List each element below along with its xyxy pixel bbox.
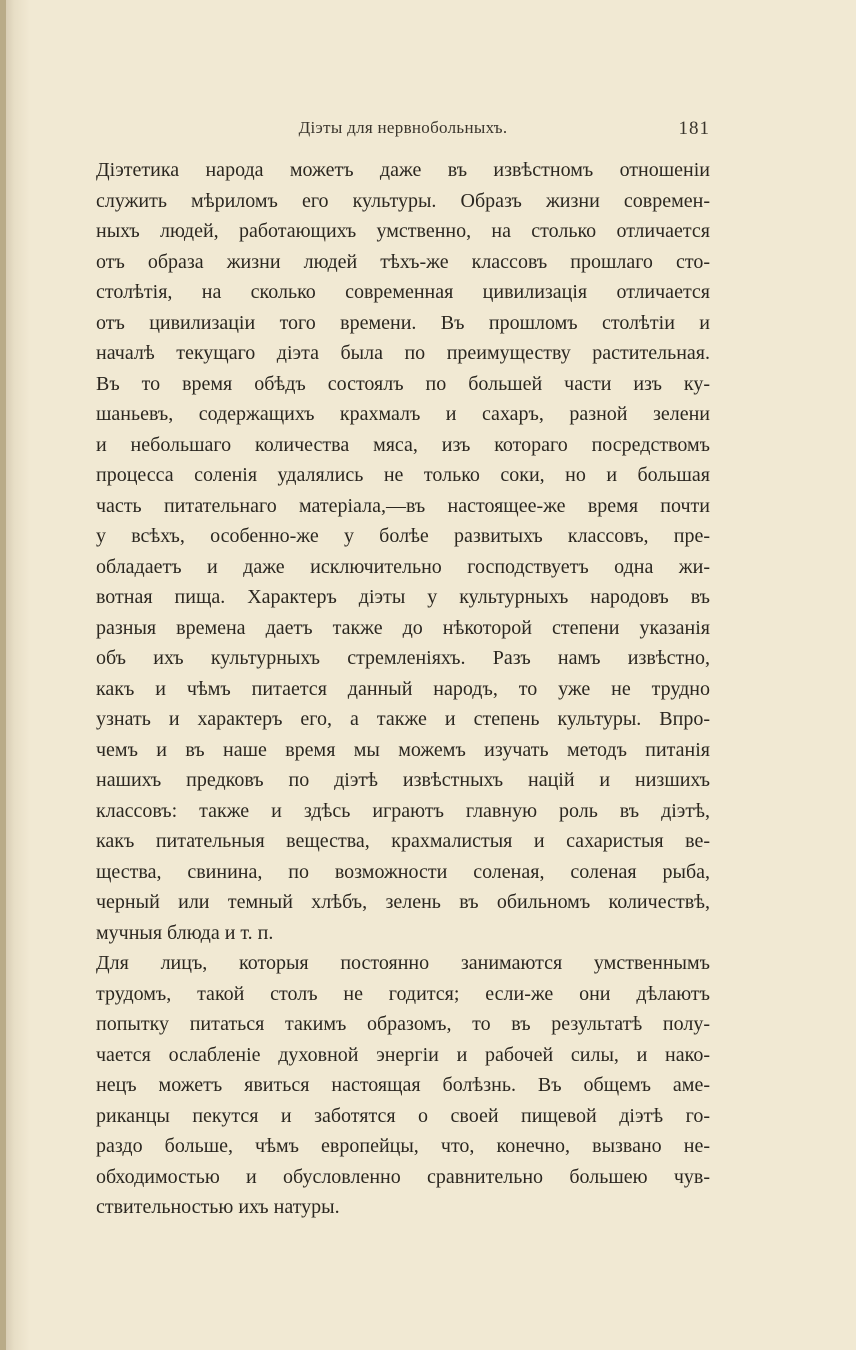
- text-line: вотная пища. Характеръ діэты у культурныхъ народовъ въ: [96, 586, 710, 608]
- text-line: попытку питаться такимъ образомъ, то въ результатѣ полу-: [96, 1013, 710, 1035]
- body-text: [96, 155, 710, 1223]
- text-line: какъ питательныя вещества, крахмалистыя и сахаристыя ве-: [96, 830, 710, 852]
- binding-edge: [0, 0, 6, 1350]
- text-line: классовъ: также и здѣсь играютъ главную роль въ діэтѣ,: [96, 799, 710, 822]
- text-line: отъ цивилизаціи того времени. Въ прошломъ столѣтіи и: [96, 311, 710, 334]
- text-line: трудомъ, такой столъ не годится; если-же они дѣлаютъ: [96, 982, 710, 1005]
- text-line: Въ то время обѣдъ состоялъ по большей части изъ ку-: [96, 372, 710, 395]
- text-line: объ ихъ культурныхъ стремленіяхъ. Разъ намъ извѣстно,: [96, 647, 710, 669]
- page-number: 181: [678, 118, 710, 139]
- text-line: отъ образа жизни людей тѣхъ-же классовъ прошлаго сто-: [96, 250, 710, 273]
- text-line: узнать и характеръ его, а также и степень культуры. Впро-: [96, 708, 710, 730]
- text-line: служить мѣриломъ его культуры. Образъ жизни современ-: [96, 189, 710, 212]
- text-line: началѣ текущаго діэта была по преимуществу растительная.: [96, 342, 710, 364]
- text-line: нецъ можетъ явиться настоящая болѣзнь. Въ общемъ аме-: [96, 1074, 710, 1096]
- text-line: обладаетъ и даже исключительно господствуетъ одна жи-: [96, 555, 710, 578]
- text-line: ныхъ людей, работающихъ умственно, на столько отличается: [96, 220, 710, 242]
- text-line: обходимостью и обусловленно сравнительно большею чув-: [96, 1165, 710, 1188]
- text-line: чемъ и въ наше время мы можемъ изучать методъ питанія: [96, 738, 710, 761]
- paragraph-1: [96, 155, 710, 948]
- text-line: у всѣхъ, особенно-же у болѣе развитыхъ классовъ, пре-: [96, 525, 710, 547]
- text-line: ствительностью ихъ натуры.: [96, 1196, 340, 1218]
- text-line: риканцы пекутся и заботятся о своей пищевой діэтѣ го-: [96, 1104, 710, 1127]
- text-line: и небольшаго количества мяса, изъ котораго посредствомъ: [96, 433, 710, 456]
- running-title: Діэты для нервнобольныхъ.: [298, 118, 508, 137]
- text-line: черный или темный хлѣбъ, зелень въ обильномъ количествѣ,: [96, 891, 710, 913]
- paragraph-2: [96, 948, 710, 1223]
- text-line: нашихъ предковъ по діэтѣ извѣстныхъ націй и низшихъ: [96, 769, 710, 791]
- text-line: мучныя блюда и т. п.: [96, 921, 274, 944]
- text-line: разныя времена даетъ также до нѣкоторой степени указанія: [96, 616, 710, 639]
- text-line: раздо больше, чѣмъ европейцы, что, конечно, вызвано не-: [96, 1135, 710, 1157]
- page-header: [96, 118, 710, 142]
- text-line: Для лицъ, которыя постоянно занимаются умственнымъ: [96, 952, 710, 974]
- text-line: чается ослабленіе духовной энергіи и рабочей силы, и нако-: [96, 1043, 710, 1066]
- text-line: какъ и чѣмъ питается данный народъ, то уже не трудно: [96, 677, 710, 700]
- text-line: процесса соленія удалялись не только соки, но и большая: [96, 464, 710, 486]
- text-line: часть питательнаго матеріала,—въ настоящее-же время почти: [96, 494, 710, 517]
- text-line: шаньевъ, содержащихъ крахмалъ и сахаръ, разной зелени: [96, 403, 710, 425]
- text-line: Діэтетика народа можетъ даже въ извѣстномъ отношеніи: [96, 159, 710, 181]
- text-line: щества, свинина, по возможности соленая, соленая рыба,: [96, 860, 710, 883]
- text-line: столѣтія, на сколько современная цивилизація отличается: [96, 281, 710, 303]
